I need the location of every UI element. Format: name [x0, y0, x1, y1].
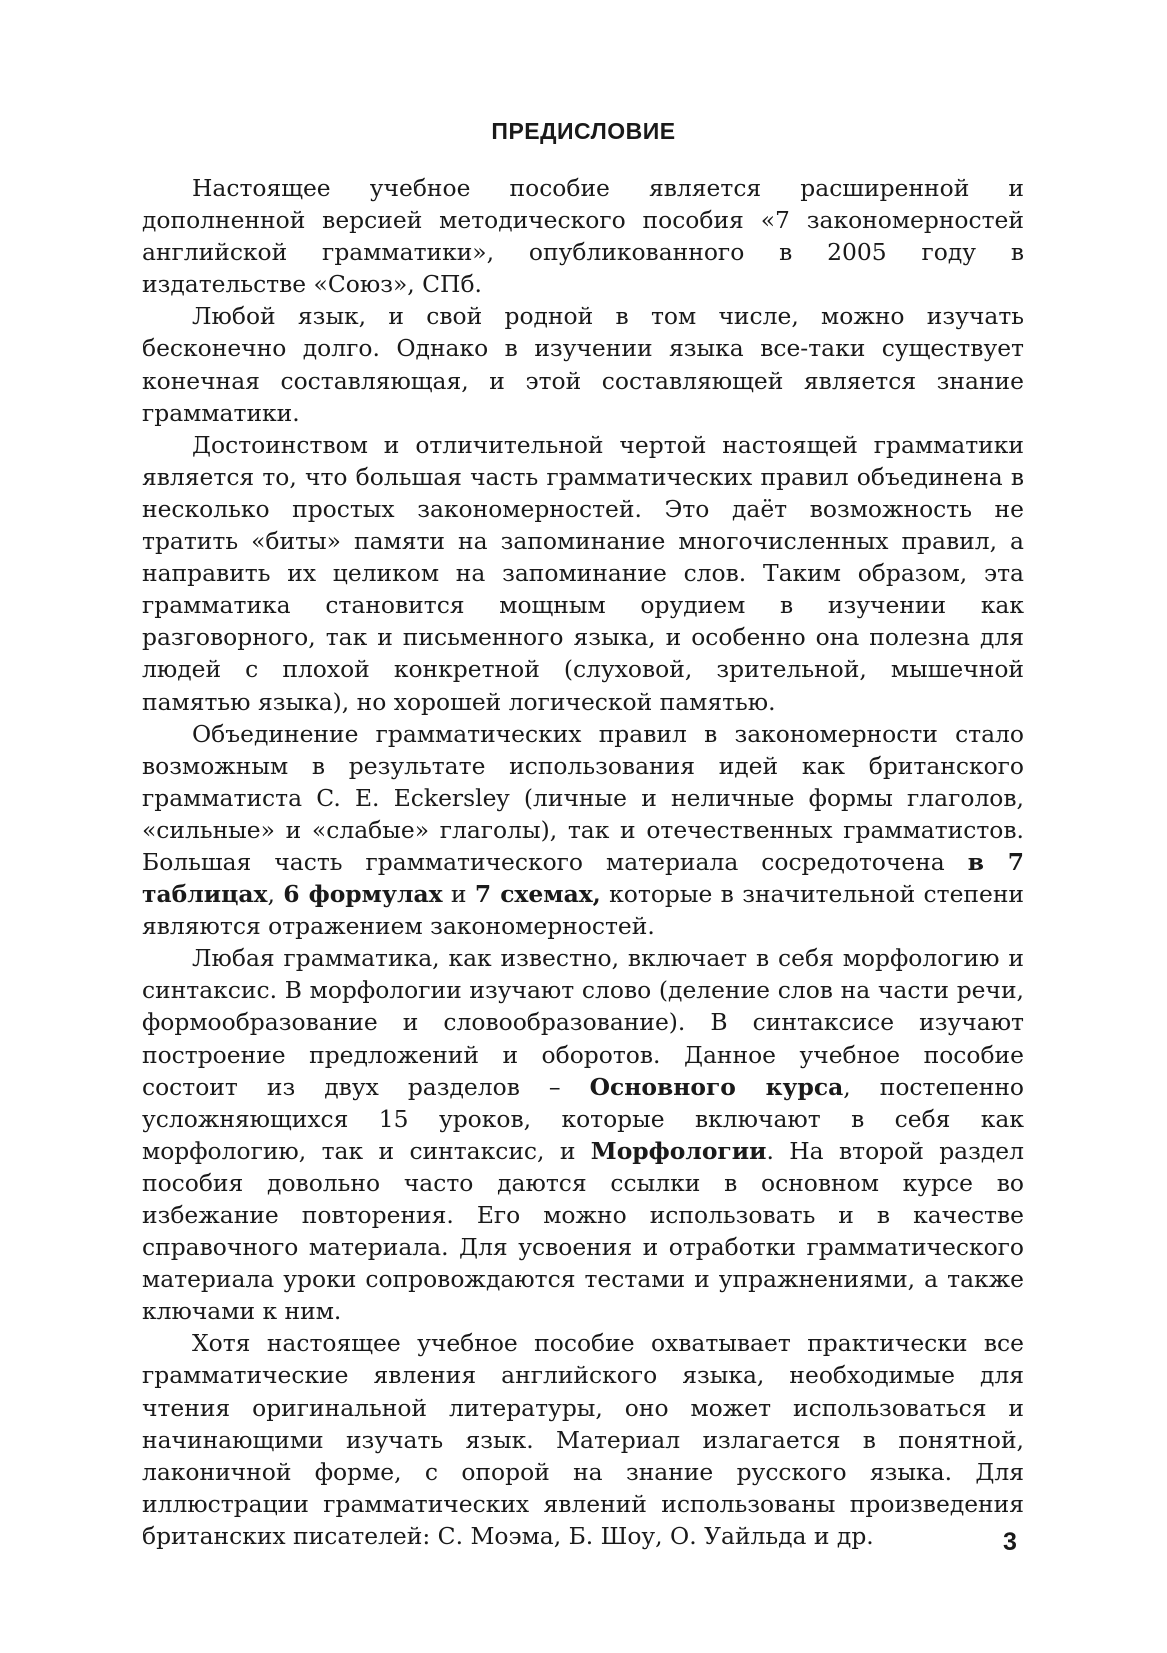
bold-text: в 7 таблицах — [142, 847, 1025, 909]
bold-text: Основного курса — [589, 1072, 844, 1101]
bold-text: Морфологии — [590, 1136, 767, 1165]
preface-body — [142, 172, 1024, 1552]
text-run: , постепенно усложняющихся 15 уроков, которые включают в себя как морфологию, так и синтаксис, и — [142, 1072, 1024, 1165]
text-run: . На второй раздел пособия довольно часто даются ссылки в основном курсе во избежание повторения. Его можно использовать и в качестве справочного материала. Для усвоения и отработки грамматического материала уроки сопровождаются тестами и упражнениями, а также ключами к ним. — [142, 1136, 1024, 1326]
text-run: Хотя настоящее учебное пособие охватывает практически все грамматические явления английского языка, необходимые для чтения оригинальной литературы, оно может использоваться и начинающими изучать язык. Материал излагается в понятной, лаконичной форме, с опорой на знание русского языка. Для иллюстрации грамматических явлений использованы произведения британских писателей: С. Моэма, Б. Шоу, О. Уайльда и др. — [142, 1329, 1024, 1550]
text-run: Объединение грамматических правил в закономерности стало возможным в результате использования идей как британского грамматиста C. E. Eckersley (личные и неличные формы глаголов, «сильные» и «слабые» глаголы), так и отечественных грамматистов. Большая часть грамматического материала сосредоточена — [142, 719, 1024, 876]
page-title: ПРЕДИСЛОВИЕ — [491, 118, 676, 144]
paragraph — [142, 300, 1024, 428]
text-run: Достоинством и отличительной чертой настоящей грамматики является то, что большая часть грамматических правил объединена в несколько простых закономерностей. Это даёт возможность не тратить «биты» памяти на запоминание многочисленных правил, а направить их целиком на запоминание слов. Таким образом, эта грамматика становится мощным орудием в изучении как разговорного, так и письменного языка, и особенно она полезна для людей с плохой конкретной (слуховой, зрительной, мышечной памятью языка), но хорошей логической памятью. — [142, 430, 1024, 716]
bold-text: 7 схемах, — [474, 880, 601, 909]
text-run: , — [267, 880, 284, 909]
paragraph — [142, 942, 1024, 1327]
paragraph — [142, 718, 1024, 943]
bold-text: 6 формулах — [283, 880, 443, 909]
text-run: Настоящее учебное пособие является расширенной и дополненной версией методического пособия «7 закономерностей английской грамматики», опубликованного в 2005 году в издательстве «Союз», СПб. — [142, 174, 1024, 299]
paragraph — [142, 172, 1024, 300]
page-number: 3 — [1003, 1528, 1017, 1556]
text-run: которые в значительной степени являются отражением закономерностей. — [142, 880, 1025, 941]
text-run: и — [442, 880, 475, 909]
text-run: Любой язык, и свой родной в том числе, можно изучать бесконечно долго. Однако в изучении языка все-таки существует конечная составляющая, и этой составляющей является знание грамматики. — [142, 302, 1024, 427]
paragraph — [142, 429, 1024, 718]
text-run: Любая грамматика, как известно, включает в себя морфологию и синтаксис. В морфологии изучают слово (деление слов на части речи, формообразование и словообразование). В синтаксисе изучают построение предложений и оборотов. Данное учебное пособие состоит из двух разделов – — [142, 944, 1024, 1101]
paragraph — [142, 1327, 1024, 1552]
